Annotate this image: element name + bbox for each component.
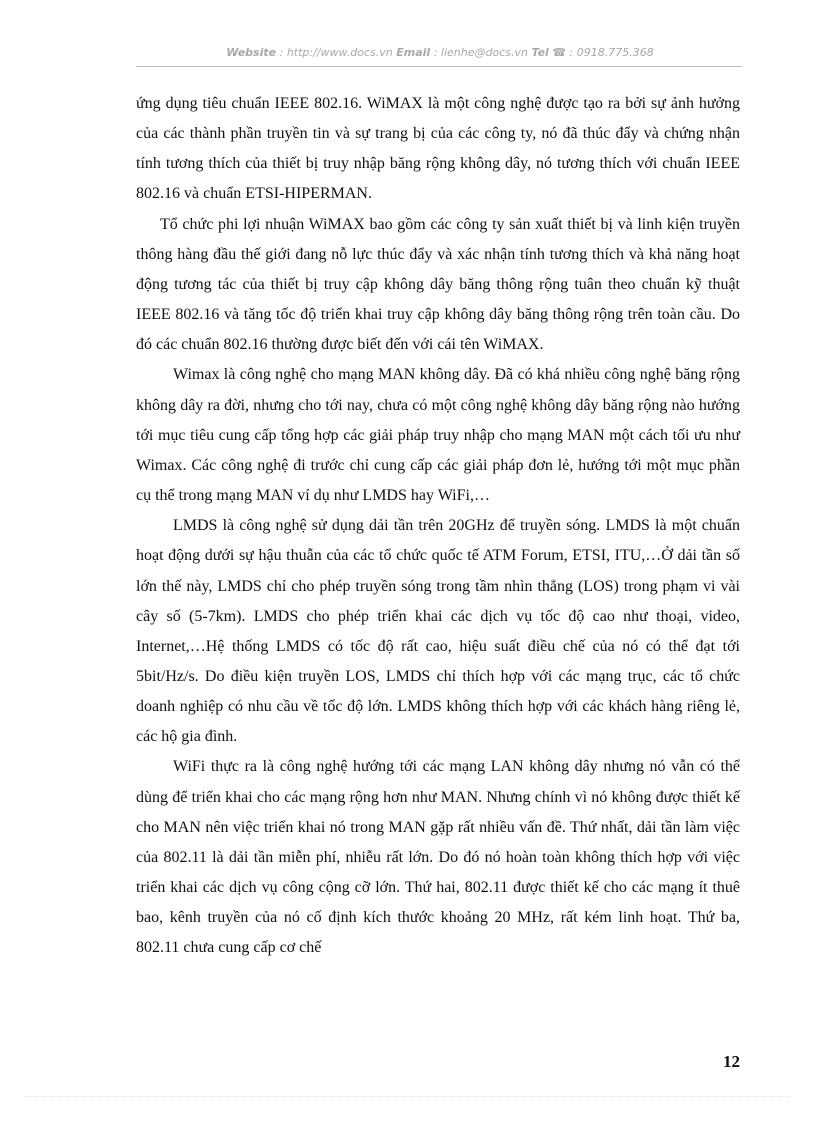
tel-separator: : (566, 46, 577, 59)
paragraph: Wimax là công nghệ cho mạng MAN không dây. Đã có khá nhiều công nghệ băng rộng không dây ra đời, nhưng cho tới nay, chưa có một công nghệ không dây băng rộng nào hướng tới mục tiêu cung cấp tổng hợp các giải pháp truy nhập cho mạng MAN một cách tối ưu như Wimax. Các công nghệ đi trước chỉ cung cấp các giải pháp đơn lẻ, hướng tới một mục phần cụ thể trong mạng MAN ví dụ như LMDS hay WiFi,… (136, 366, 740, 505)
footer-divider (26, 1096, 790, 1097)
email-address: lienhe@docs.vn (440, 46, 528, 59)
website-url: http://www.docs.vn (286, 46, 393, 59)
paragraph: ứng dụng tiêu chuẩn IEEE 802.16. WiMAX là một công nghệ được tạo ra bởi sự ảnh hưởng của các thành phần truyền tin và sự trang bị của các công ty, nó đã thúc đẩy và chứng nhận tính tương thích của thiết bị truy nhập băng rộng không dây, nó tương thích với chuẩn IEEE 802.16 và chuẩn ETSI-HIPERMAN. (136, 95, 740, 203)
paragraph: Tổ chức phi lợi nhuận WiMAX bao gồm các công ty sản xuất thiết bị và linh kiện truyền thông hàng đầu thế giới đang nỗ lực thúc đẩy và xác nhận tính tương thích và khả năng hoạt động tương tác của thiết bị truy cập không dây băng thông rộng tuân theo chuẩn kỹ thuật IEEE 802.16 và tăng tốc độ triển khai truy cập không dây băng thông rộng trên toàn cầu. Do đó các chuẩn 802.16 thường được biết đến với cái tên WiMAX. (136, 215, 740, 354)
page-header (138, 46, 742, 59)
email-separator: : (430, 46, 441, 59)
page-number: 12 (723, 1052, 740, 1071)
paragraph: WiFi thực ra là công nghệ hướng tới các mạng LAN không dây nhưng nó vẫn có thể dùng để triển khai cho các mạng rộng hơn như MAN. Nhưng chính vì nó không được thiết kế cho MAN nên việc triển khai nó trong MAN gặp rất nhiều vấn đề. Thứ nhất, dải tần làm việc của 802.11 là dải tần miễn phí, nhiễu rất lớn. Do đó nó hoàn toàn không thích hợp với việc triển khai các dịch vụ công cộng cỡ lớn. Thứ hai, 802.11 được thiết kế cho các mạng ít thuê bao, kênh truyền của nó cố định kích thước khoảng 20 MHz, rất kém linh hoạt. Thứ ba, 802.11 chưa cung cấp cơ chế (136, 758, 740, 957)
website-label: Website (226, 46, 277, 59)
phone-icon: ☎ (552, 46, 567, 59)
tel-label: Tel (531, 46, 549, 59)
paragraph: LMDS là công nghệ sử dụng dải tần trên 20GHz để truyền sóng. LMDS là một chuẩn hoạt động dưới sự hậu thuẫn của các tổ chức quốc tế ATM Forum, ETSI, ITU,…Ở dải tần số lớn thế này, LMDS chỉ cho phép truyền sóng trong tầm nhìn thẳng (LOS) trong phạm vi vài cây số (5-7km). LMDS cho phép triển khai các dịch vụ tốc độ cao như thoại, video, Internet,…Hệ thống LMDS có tốc độ rất cao, hiệu suất điều chế của nó có thể đạt tới 5bit/Hz/s. Do điều kiện truyền LOS, LMDS chỉ thích hợp với các mạng trục, các tổ chức doanh nghiệp có nhu cầu về tốc độ lớn. LMDS không thích hợp với các khách hàng riêng lẻ, các hộ gia đình. (136, 517, 740, 746)
email-label: Email (396, 46, 431, 59)
document-body (136, 89, 740, 964)
tel-number: 0918.775.368 (576, 46, 654, 59)
website-separator: : (276, 46, 287, 59)
header-divider (136, 66, 742, 67)
